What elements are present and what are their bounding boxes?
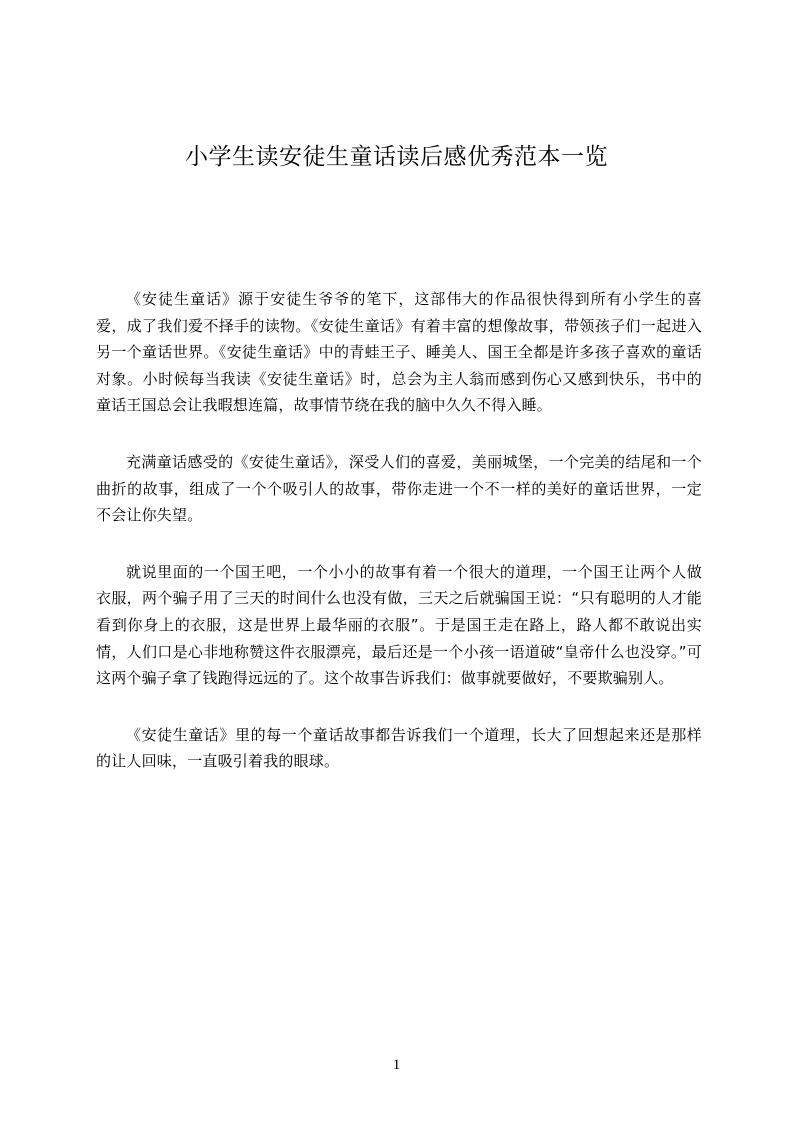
paragraph-3: 就说里面的一个国王吧，一个小小的故事有着一个很大的道理，一个国王让两个人做衣服，两个骗子用了三天的时间什么也没有做，三天之后就骗国王说：“只有聪明的人才能看到你身上的衣服，这是世界上最华丽的衣服”。于是国王走在路上，路人都不敢说出实情，人们口是心非地称赞这件衣服漂亮，最后还是一个小孩一语道破“皇帝什么也没穿。”可这两个骗子拿了钱跑得远远的了。这个故事告诉我们：做事就要做好，不要欺骗别人。 <box>96 562 702 688</box>
paragraph-4: 《安徒生童话》里的每一个童话故事都告诉我们一个道理，长大了回想起来还是那样的让人回味，一直吸引着我的眼球。 <box>96 725 702 771</box>
document-body <box>96 286 702 805</box>
paragraph-1: 《安徒生童话》源于安徒生爷爷的笔下，这部伟大的作品很快得到所有小学生的喜爱，成了我们爱不择手的读物。《安徒生童话》有着丰富的想像故事，带领孩子们一起进入另一个童话世界。《安徒生童话》中的青蛙王子、睡美人、国王全都是许多孩子喜欢的童话对象。小时候每当我读《安徒生童话》时，总会为主人翁而感到伤心又感到快乐，书中的童话王国总会让我暇想连篇，故事情节绕在我的脑中久久不得入睡。 <box>96 290 702 415</box>
paragraph-2: 充满童话感受的《安徒生童话》，深受人们的喜爱，美丽城堡，一个完美的结尾和一个曲折的故事，组成了一个个吸引人的故事，带你走进一个不一样的美好的童话世界，一定不会让你失望。 <box>96 452 702 525</box>
document-title: 小学生读安徒生童话读后感优秀范本一览 <box>185 144 608 170</box>
page-number: 1 <box>392 1057 401 1073</box>
